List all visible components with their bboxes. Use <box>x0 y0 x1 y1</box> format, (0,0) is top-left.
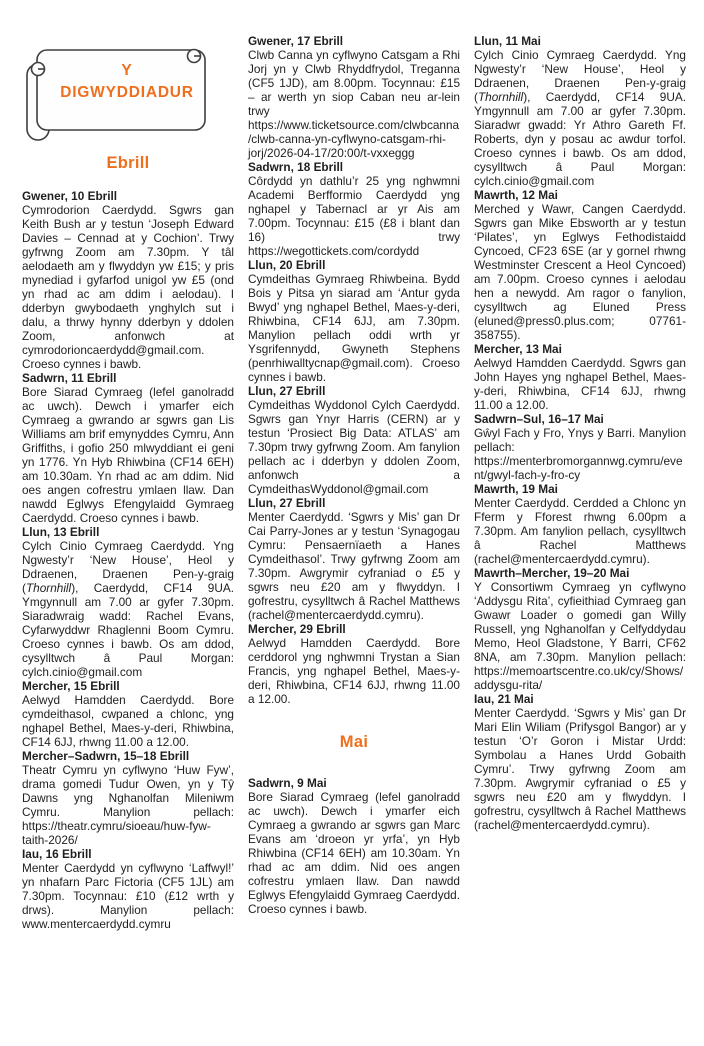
banner-title <box>52 60 202 104</box>
event-date: Mawrth, 19 Mai <box>474 482 558 496</box>
newsletter-banner <box>22 38 210 144</box>
event-date: Iau, 21 Mai <box>474 692 534 706</box>
event-body: Menter Caerdydd. ‘Sgwrs y Mis’ gan Dr Mari Elin Wiliam (Prifysgol Bangor) ar y testun ‘O’r Goron i Mistar Urdd: Symbolau a Hanes Urdd Gobaith Cymru’. Trwy gyfrwng Zoom am 7.30pm. Awgrymir cyfraniad o £5 y sgwrs neu £20 am y flwyddyn. I gofrestru, cysylltwch â Rachel Matthews (rachel@mentercaerdydd.cymru). <box>474 706 686 832</box>
month-heading-mai: Mai <box>339 733 369 751</box>
event-date: Mercher, 15 Ebrill <box>22 679 120 693</box>
event <box>22 371 234 525</box>
event-body: Merched y Wawr, Cangen Caerdydd. Sgwrs gan Mike Ebsworth ar y testun ‘Pilates’, yn Eglwys Fethodistaidd Cyncoed, CF23 6SE (ar y gornel rhwng Westminster Crescent a Heol Cyncoed) am 7.00pm. Croeso cynnes i aelodau hen a newydd. Am ragor o fanylion, cysylltwch ag Eluned Press (eluned@press0.plus.com; 07761-358755). <box>474 202 686 342</box>
column-2 <box>248 34 460 931</box>
event-date: Sadwrn, 11 Ebrill <box>22 371 117 385</box>
event <box>248 258 460 384</box>
event-body: Aelwyd Hamdden Caerdydd. Sgwrs gan John Hayes yng nghapel Bethel, Maes-y-deri, Rhiwbina, CF14 6JJ, rhwng 11.00 a 12.00. <box>474 356 686 412</box>
banner-title-line2: DIGWYDDIADUR <box>60 84 194 101</box>
event-date: Mercher, 29 Ebrill <box>248 622 346 636</box>
event-date: Gwener, 17 Ebrill <box>248 34 344 48</box>
event-date: Llun, 20 Ebrill <box>248 258 326 272</box>
banner-title-line1: Y <box>121 62 133 79</box>
event-date: Sadwrn, 9 Mai <box>248 776 327 790</box>
event-date: Mawrth, 12 Mai <box>474 188 558 202</box>
event <box>22 679 234 749</box>
event-date: Mawrth–Mercher, 19–20 Mai <box>474 566 630 580</box>
event <box>474 482 686 566</box>
event-date: Mercher–Sadwrn, 15–18 Ebrill <box>22 749 190 763</box>
event-date: Gwener, 10 Ebrill <box>22 189 118 203</box>
event <box>474 692 686 832</box>
column-1 <box>22 34 234 931</box>
event <box>248 34 460 160</box>
event-body: Y Consortiwm Cymraeg yn cyflwyno ‘Addysgu Rita’, cyfieithiad Cymraeg gan Gwawr Loader o gomedi gan Willy Russell, yng Nghanolfan y Celfyddydau Memo, Heol Gladstone, Y Barri, CF62 8NA, am 7.30pm. Manylion pellach: https://memoartscentre.co.uk/cy/Shows/addysgu-rita/ <box>474 580 686 692</box>
event-date: Sadwrn, 18 Ebrill <box>248 160 344 174</box>
event <box>248 622 460 706</box>
event <box>22 189 234 371</box>
event <box>22 847 234 931</box>
event <box>474 34 686 188</box>
event-body: Cymdeithas Gymraeg Rhiwbeina. Bydd Bois y Pitsa yn siarad am ‘Antur gyda Bwyd’ yng nghapel Bethel, Maes-y-deri, Rhiwbina, CF14 6JJ, am 7.30pm. Manylion pellach oddi wrth yr Ysgrifennydd, Gwyneth Stephens (penrhiwalltycnap@gmail.com). Croeso cynnes i bawb. <box>248 272 460 384</box>
event-body: Cylch Cinio Cymraeg Caerdydd. Yng Ngwesty’r ‘New House’, Heol y Ddraenen, Draenen Pen-y-graig (Thornhill), Caerdydd, CF14 9UA. Ymgynnull am 7.00 ar gyfer 7.30pm. Siaradwr gwadd: Yr Athro Gareth Ff. Roberts, dyn y posau ac awdur torfol. Croeso cynnes i bawb. Os am ddod, cysylltwch â Paul Morgan: cylch.cinio@gmail.com <box>474 48 686 188</box>
event-body: Côrdydd yn dathlu’r 25 yng nghwmni Academi Berfformio Caerdydd yng nghapel y Tabernacl ar yr Ais am 7.00pm. Tocynnau: £15 (£8 i blant dan 16) trwy https://wegottickets.com/cordydd <box>248 174 460 258</box>
event-date: Iau, 16 Ebrill <box>22 847 92 861</box>
event-body: Menter Caerdydd. ‘Sgwrs y Mis’ gan Dr Cai Parry-Jones ar y testun ‘Synagogau Cymru: Pensaernïaeth a Hanes Cymdeithasol’. Trwy gyfrwng Zoom am 7.30pm. Awgrymir cyfraniad o £5 y sgwrs neu £20 am y flwyddyn. I gofrestru, cysylltwch â Rachel Matthews (rachel@mentercaerdydd.cymru). <box>248 510 460 622</box>
column-3 <box>474 34 686 931</box>
event <box>22 749 234 847</box>
event <box>474 412 686 482</box>
event <box>474 188 686 342</box>
event <box>248 384 460 496</box>
event-date: Sadwrn–Sul, 16–17 Mai <box>474 412 604 426</box>
event <box>474 342 686 412</box>
event-date: Llun, 11 Mai <box>474 34 541 48</box>
event-body: Bore Siarad Cymraeg (lefel ganolradd ac uwch). Dewch i ymarfer eich Cymraeg a gwrando ar sgwrs gan Lis Williams am brif emynyddes Cymru, Ann Griffiths, i gofio 250 mlwyddiant ei geni yn 1776. Yn Hyb Rhiwbina (CF14 6EH) am 10.30am. Yn rhad ac am ddim. Nid oes angen cofrestru ymlaen llaw. Dan nawdd Eglwys Efengylaidd Gymraeg Caerdydd. Croeso cynnes i bawb. <box>22 385 234 525</box>
event-date: Llun, 13 Ebrill <box>22 525 100 539</box>
event-body: Theatr Cymru yn cyflwyno ‘Huw Fyw’, drama gomedi Tudur Owen, yn y Tŷ Dawns yng Nghanolfan Mileniwm Cymru. Manylion pellach: https://theatr.cymru/sioeau/huw-fyw-taith-2026/ <box>22 763 234 847</box>
event <box>474 566 686 692</box>
event-body: Bore Siarad Cymraeg (lefel ganolradd ac uwch). Dewch i ymarfer eich Cymraeg a gwrando ar sgwrs gan Marc Evans am ‘droeon yr yrfa’, yn Hyb Rhiwbina (CF14 6EH) am 10.30am. Yn rhad ac am ddim. Nid oes angen cofrestru ymlaen llaw. Dan nawdd Eglwys Efengylaidd Gymraeg Caerdydd. Croeso cynnes i bawb. <box>248 790 460 916</box>
event-body: Aelwyd Hamdden Caerdydd. Bore cerddorol yng nghwmni Trystan a Sian Francis, yng nghapel Bethel, Maes-y-deri, Rhiwbina, CF14 6JJ, rhwng 11.00 a 12.00. <box>248 636 460 706</box>
event-body: Menter Caerdydd. Cerdded a Chlonc yn Fferm y Fforest rhwng 6.00pm a 7.30pm. Am fanylion pellach, cysylltwch â Rachel Matthews (rachel@mentercaerdydd.cymru). <box>474 496 686 566</box>
event <box>248 496 460 622</box>
event-body: Clwb Canna yn cyflwyno Catsgam a Rhi Jorj yn y Clwb Rhyddfrydol, Treganna (CF5 1JD), am 8.00pm. Tocynnau: £15 – ar werth yn siop Caban neu ar-lein trwy https://www.ticketsource.com/clwbcanna/clwb-canna-yn-cyflwyno-catsgam-rhi-jorj/2026-04-17/20:00/t-vxxeggg <box>248 48 460 160</box>
event-date: Llun, 27 Ebrill <box>248 384 326 398</box>
event <box>248 776 460 916</box>
event-body: Menter Caerdydd yn cyflwyno ‘Laffwyl!’ yn nhafarn Parc Fictoria (CF5 1JL) am 7.30pm. Tocynnau: £10 (£12 wrth y drws). Manylion pellach: www.mentercaerdydd.cymru <box>22 861 234 931</box>
event-date: Llun, 27 Ebrill <box>248 496 326 510</box>
event-body: Cymrodorion Caerdydd. Sgwrs gan Keith Bush ar y testun ‘Joseph Edward Davies – Cennad at y Cochion’. Trwy gyfrwng Zoom am 7.30pm. Y tâl aelodaeth am y flwyddyn yw £15; y pris mynediad i gyfarfod unigol yw £5 (ond yn rhad ac am ddim i aelodau). I dderbyn gwybodaeth ynghylch sut i dalu, a thrwy hynny dderbyn y ddolen Zoom, anfonwch at cymrodorioncaerdydd@gmail.com. Croeso cynnes i bawb. <box>22 203 234 371</box>
event-body: Aelwyd Hamdden Caerdydd. Bore cymdeithasol, cwpaned a chlonc, yng nghapel Bethel, Maes-y-deri, Rhiwbina, CF14 6JJ, rhwng 11.00 a 12.00. <box>22 693 234 749</box>
event-body: Gŵyl Fach y Fro, Ynys y Barri. Manylion pellach: https://menterbromorgannwg.cymru/event/gwyl-fach-y-fro-cy <box>474 426 686 482</box>
event-date: Mercher, 13 Mai <box>474 342 562 356</box>
month-heading-ebrill: Ebrill <box>106 154 150 172</box>
event-body: Cylch Cinio Cymraeg Caerdydd. Yng Ngwesty’r ‘New House’, Heol y Ddraenen, Draenen Pen-y-graig (Thornhill), Caerdydd, CF14 9UA. Ymgynnull am 7.00 ar gyfer 7.30pm. Siaradwraig wadd: Rachel Evans, Cyfarwyddwr Rhaglenni Boom Cymru. Croeso cynnes i bawb. Os am ddod, cysylltwch â Paul Morgan: cylch.cinio@gmail.com <box>22 539 234 679</box>
event <box>248 160 460 258</box>
event <box>22 525 234 679</box>
event-body: Cymdeithas Wyddonol Cylch Caerdydd. Sgwrs gan Ynyr Harris (CERN) ar y testun ‘Prosiect Big Data: ATLAS’ am 7.30pm trwy gyfrwng Zoom. Am fanylion pellach ac i dderbyn y ddolen Zoom, anfonwch a CymdeithasWyddonol@gmail.com <box>248 398 460 496</box>
